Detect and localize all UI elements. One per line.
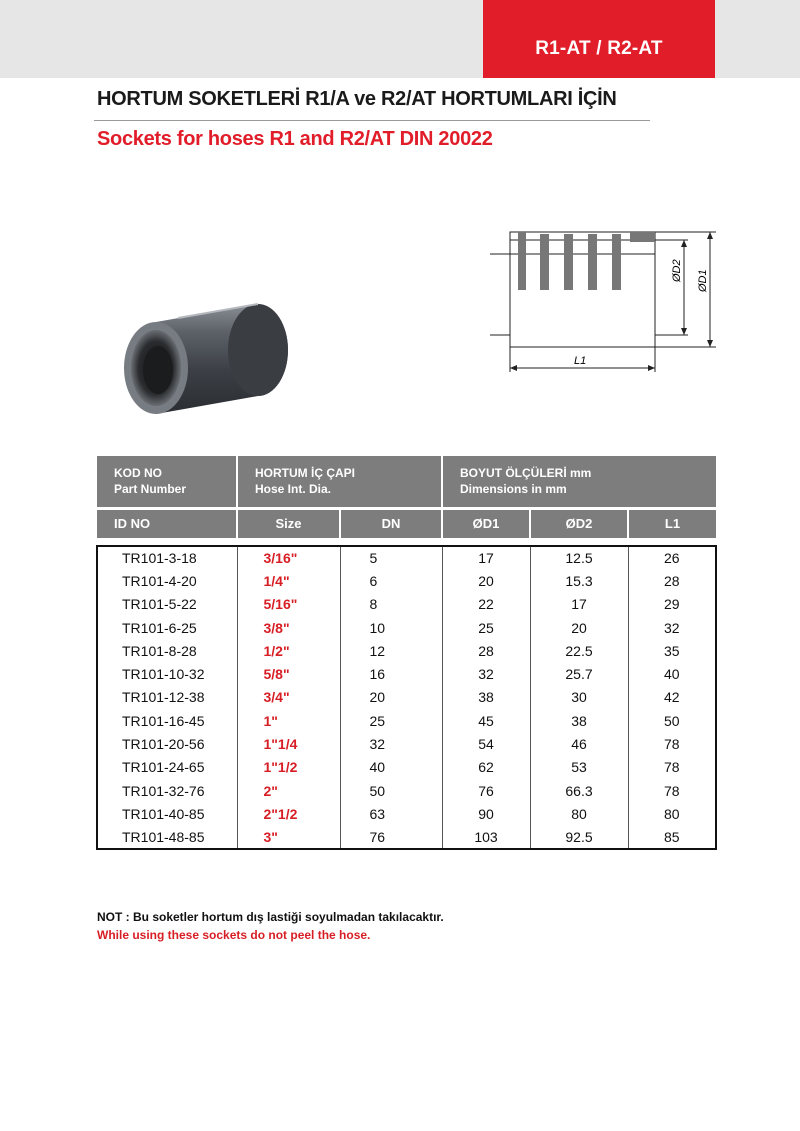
cell-dn: 63 xyxy=(340,802,442,825)
cell-d2: 22.5 xyxy=(530,639,628,662)
cell-dn: 40 xyxy=(340,756,442,779)
cell-id: TR101-6-25 xyxy=(97,616,237,639)
col-header-id: ID NO xyxy=(97,508,237,538)
cell-d1: 62 xyxy=(442,756,530,779)
cell-d2: 12.5 xyxy=(530,546,628,569)
cell-d2: 46 xyxy=(530,732,628,755)
col-header-d2: ØD2 xyxy=(530,508,628,538)
table-row xyxy=(97,732,716,755)
cell-dn: 76 xyxy=(340,826,442,849)
cell-l1: 29 xyxy=(628,593,716,616)
cell-size: 2" xyxy=(237,779,340,802)
cell-dn: 5 xyxy=(340,546,442,569)
series-tag-label: R1-AT / R2-AT xyxy=(535,38,663,59)
cell-size: 5/8" xyxy=(237,662,340,685)
col-header-d1: ØD1 xyxy=(442,508,530,538)
cell-d1: 45 xyxy=(442,709,530,732)
cell-d1: 32 xyxy=(442,662,530,685)
col-header-l1: L1 xyxy=(628,508,716,538)
cell-size: 2"1/2 xyxy=(237,802,340,825)
cell-size: 3" xyxy=(237,826,340,849)
table-row xyxy=(97,616,716,639)
cell-dn: 25 xyxy=(340,709,442,732)
cell-size: 3/4" xyxy=(237,686,340,709)
table-group-header xyxy=(97,456,716,508)
cell-id: TR101-10-32 xyxy=(97,662,237,685)
cell-d2: 17 xyxy=(530,593,628,616)
cell-d1: 90 xyxy=(442,802,530,825)
socket-product-photo xyxy=(108,292,298,440)
cell-size: 1/2" xyxy=(237,639,340,662)
cell-id: TR101-12-38 xyxy=(97,686,237,709)
cell-d1: 25 xyxy=(442,616,530,639)
cell-dn: 32 xyxy=(340,732,442,755)
cell-l1: 85 xyxy=(628,826,716,849)
cell-d1: 103 xyxy=(442,826,530,849)
cell-size: 1"1/4 xyxy=(237,732,340,755)
cell-l1: 80 xyxy=(628,802,716,825)
cell-l1: 50 xyxy=(628,709,716,732)
cell-l1: 40 xyxy=(628,662,716,685)
header-kod-no: KOD NO Part Number xyxy=(97,456,237,508)
header-hose-dia: HORTUM İÇ ÇAPI Hose Int. Dia. xyxy=(237,456,442,508)
cell-d2: 15.3 xyxy=(530,569,628,592)
table-row xyxy=(97,756,716,779)
table-row xyxy=(97,546,716,569)
cell-d1: 28 xyxy=(442,639,530,662)
d1-dimension-label: ØD1 xyxy=(697,269,709,292)
cell-id: TR101-48-85 xyxy=(97,826,237,849)
cell-id: TR101-32-76 xyxy=(97,779,237,802)
cell-id: TR101-16-45 xyxy=(97,709,237,732)
cell-d2: 25.7 xyxy=(530,662,628,685)
cell-d2: 80 xyxy=(530,802,628,825)
table-row xyxy=(97,662,716,685)
cell-l1: 78 xyxy=(628,732,716,755)
cell-l1: 35 xyxy=(628,639,716,662)
page-title-turkish: HORTUM SOKETLERİ R1/A ve R2/AT HORTUMLARI İÇİN xyxy=(97,88,617,110)
cell-dn: 6 xyxy=(340,569,442,592)
table-row xyxy=(97,779,716,802)
cell-size: 1"1/2 xyxy=(237,756,340,779)
cell-l1: 32 xyxy=(628,616,716,639)
cell-dn: 20 xyxy=(340,686,442,709)
table-row xyxy=(97,569,716,592)
cell-dn: 8 xyxy=(340,593,442,616)
socket-spec-table xyxy=(96,456,717,850)
cell-d1: 76 xyxy=(442,779,530,802)
series-tag xyxy=(483,0,715,78)
table-row xyxy=(97,709,716,732)
cell-dn: 12 xyxy=(340,639,442,662)
cell-id: TR101-8-28 xyxy=(97,639,237,662)
cell-d2: 53 xyxy=(530,756,628,779)
cell-dn: 50 xyxy=(340,779,442,802)
cell-d1: 38 xyxy=(442,686,530,709)
col-header-size: Size xyxy=(237,508,340,538)
cell-id: TR101-24-65 xyxy=(97,756,237,779)
cell-d1: 17 xyxy=(442,546,530,569)
socket-technical-drawing xyxy=(490,212,720,384)
cell-d2: 20 xyxy=(530,616,628,639)
cell-d2: 38 xyxy=(530,709,628,732)
d2-dimension-label: ØD2 xyxy=(671,259,683,282)
cell-dn: 10 xyxy=(340,616,442,639)
cell-id: TR101-3-18 xyxy=(97,546,237,569)
cell-size: 3/16" xyxy=(237,546,340,569)
cell-size: 1/4" xyxy=(237,569,340,592)
cell-l1: 26 xyxy=(628,546,716,569)
table-row xyxy=(97,802,716,825)
cell-d2: 30 xyxy=(530,686,628,709)
note-turkish: NOT : Bu soketler hortum dış lastiği soyulmadan takılacaktır. xyxy=(97,910,444,924)
cell-l1: 78 xyxy=(628,779,716,802)
cell-d2: 92.5 xyxy=(530,826,628,849)
table-column-header xyxy=(97,508,716,538)
l1-dimension-label: L1 xyxy=(574,355,587,367)
title-divider xyxy=(94,120,650,121)
cell-dn: 16 xyxy=(340,662,442,685)
cell-size: 1" xyxy=(237,709,340,732)
cell-d1: 20 xyxy=(442,569,530,592)
cell-d2: 66.3 xyxy=(530,779,628,802)
table-row xyxy=(97,826,716,849)
cell-l1: 42 xyxy=(628,686,716,709)
cell-id: TR101-4-20 xyxy=(97,569,237,592)
cell-l1: 28 xyxy=(628,569,716,592)
cell-id: TR101-40-85 xyxy=(97,802,237,825)
page-title-english: Sockets for hoses R1 and R2/AT DIN 20022 xyxy=(97,128,493,150)
cell-d1: 54 xyxy=(442,732,530,755)
cell-id: TR101-20-56 xyxy=(97,732,237,755)
cell-d1: 22 xyxy=(442,593,530,616)
table-row xyxy=(97,593,716,616)
cell-id: TR101-5-22 xyxy=(97,593,237,616)
header-dimensions: BOYUT ÖLÇÜLERİ mm Dimensions in mm xyxy=(442,456,716,508)
cell-l1: 78 xyxy=(628,756,716,779)
note-english: While using these sockets do not peel the hose. xyxy=(97,928,371,942)
col-header-dn: DN xyxy=(340,508,442,538)
cell-size: 5/16" xyxy=(237,593,340,616)
table-row xyxy=(97,686,716,709)
cell-size: 3/8" xyxy=(237,616,340,639)
table-row xyxy=(97,639,716,662)
